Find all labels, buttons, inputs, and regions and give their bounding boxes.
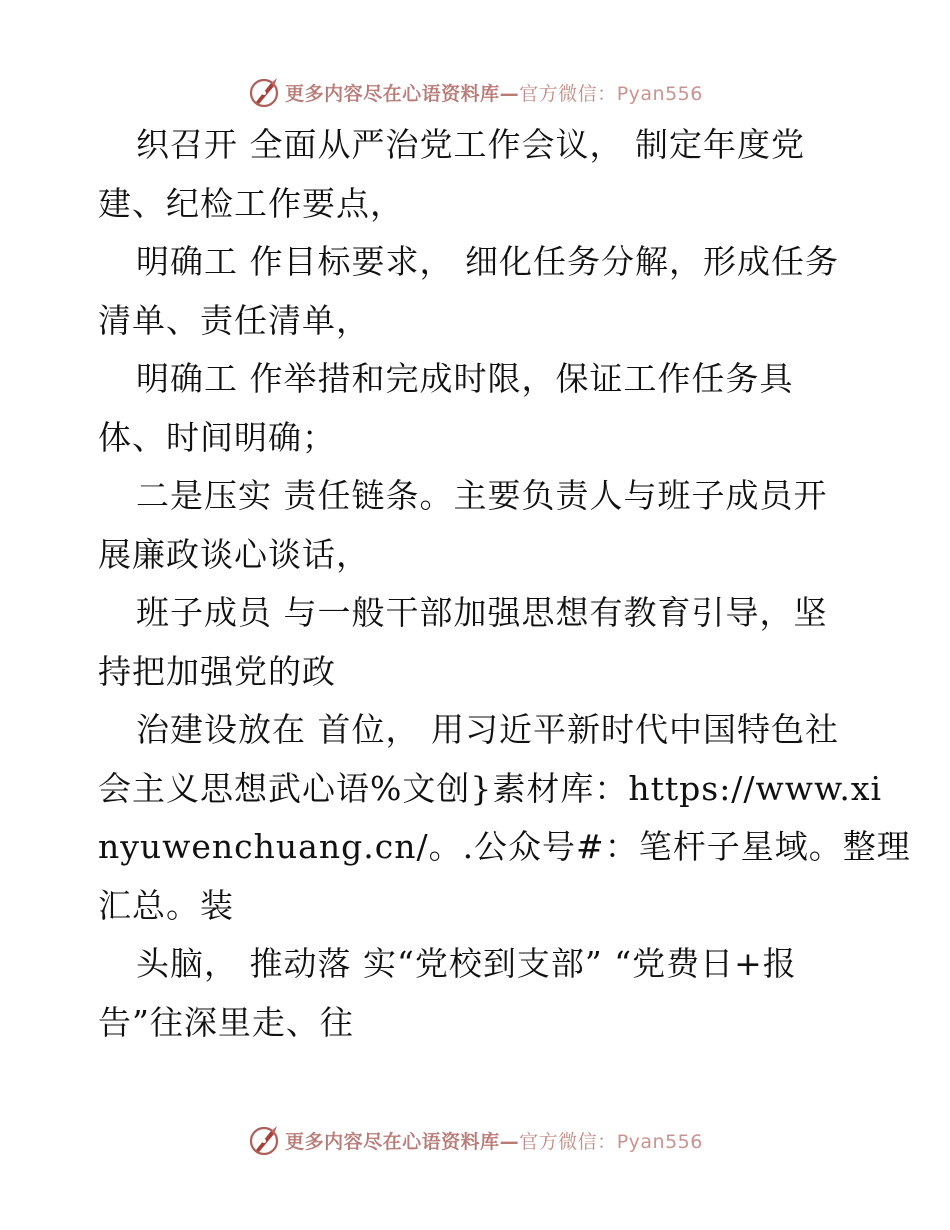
text-line: nyuwenchuang.cn/。.公众号#：笔杆子星域。整理: [98, 827, 911, 866]
text-line: 清单、责任清单，: [98, 300, 370, 340]
footer-watermark: [0, 1120, 950, 1160]
text-line: 展廉政谈心谈话，: [98, 534, 370, 574]
quill-pen-circle-icon: [247, 1123, 281, 1157]
text-line: 二是压实 责任链条。主要负责人与班子成员开: [136, 476, 828, 515]
text-line: 明确工 作目标要求， 细化任务分解，形成任务: [136, 242, 839, 281]
text-line: 明确工 作举措和完成时限，保证工作任务具: [136, 359, 794, 398]
text-line: 织召开 全面从严治党工作会议， 制定年度党: [136, 125, 805, 164]
text-line: 治建设放在 首位， 用习近平新时代中国特色社: [136, 710, 839, 749]
text-line: 会主义思想武心语%文创}素材库：https://www.xi: [98, 768, 883, 808]
text-line: 班子成员 与一般干部加强思想有教育引导，坚: [136, 593, 828, 632]
text-line: 告”往深里走、往: [98, 1002, 354, 1042]
quill-pen-circle-icon: [247, 75, 281, 109]
text-line: 持把加强党的政: [98, 651, 336, 691]
watermark-text: 更多内容尽在心语资料库—官方微信：Pyan556: [285, 82, 703, 105]
text-line: 体、时间明确；: [98, 417, 336, 457]
document-body: [98, 116, 911, 1052]
watermark-text: 更多内容尽在心语资料库—官方微信：Pyan556: [285, 1130, 703, 1153]
text-line: 头脑， 推动落 实“党校到支部” “党费日+报: [136, 944, 797, 983]
text-line: 建、纪检工作要点，: [98, 183, 404, 223]
header-watermark: [0, 72, 950, 112]
text-line: 汇总。装: [98, 885, 234, 925]
